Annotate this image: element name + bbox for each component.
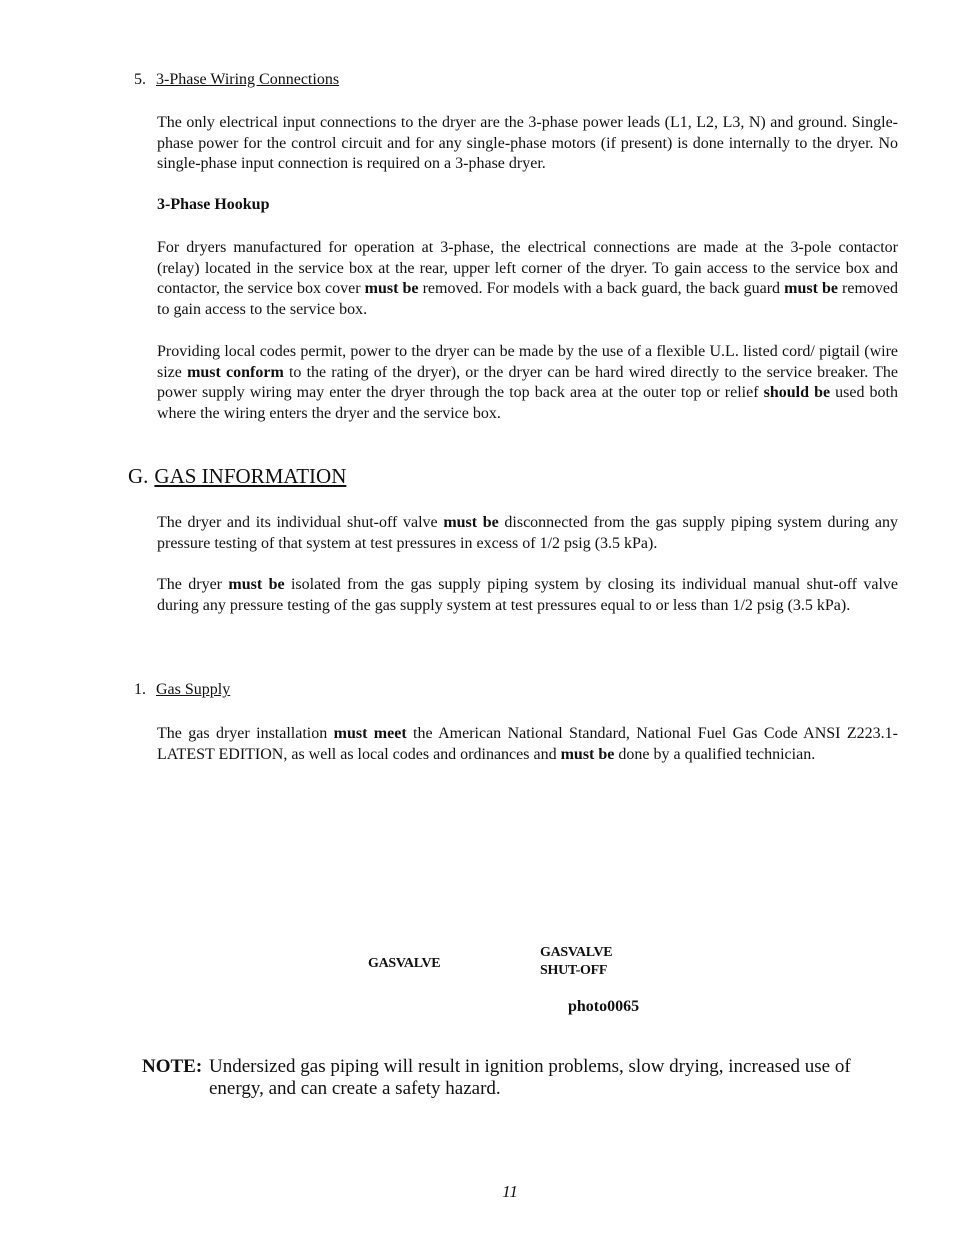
text-run: Providing local codes permit, power to the dryer can be made by the use of a flexible U.L. listed cord/ pigtail (wire size	[157, 343, 898, 381]
emphasis-text: must meet	[333, 725, 407, 742]
section-1-title: Gas Supply	[156, 681, 231, 698]
photo-id: photo0065	[568, 998, 640, 1015]
text-run: the American National Standard, National Fuel Gas Code ANSI Z223.1-LATEST EDITION, as well as local codes and ordinances and	[157, 725, 899, 763]
photo-label-line-2: SHUT-OFF	[540, 963, 608, 978]
emphasis-text: must be	[364, 280, 419, 297]
note-text: Undersized gas piping will result in ignition problems, slow drying, increased use of energy, and can create a safety hazard.	[209, 1056, 851, 1099]
text-run: disconnected from the gas supply piping system during any pressure testing of that system at test pressures in excess of 1/2 psig (3.5 kPa).	[157, 514, 898, 552]
section-5-heading	[134, 71, 339, 89]
section-1-paragraph	[157, 724, 898, 765]
text-run: done by a qualified technician.	[614, 745, 816, 763]
text-run: to the rating of the dryer), or the dryer can be hard wired directly to the service breaker. The power supply wiring may enter the dryer through the top back area at the outer top or relief	[157, 363, 899, 401]
photo-label-shut-off	[540, 944, 612, 980]
emphasis-text: must be	[784, 280, 838, 297]
text-run: removed. For models with a back guard, the back guard	[418, 280, 785, 297]
section-1-number: 1.	[134, 681, 146, 698]
text-run: isolated from the gas supply piping system by closing its individual manual shut-off valve during any pressure testing of the gas supply system at test pressures equal to or less than 1/2 psig (3.5 kPa).	[157, 576, 899, 614]
note-label: NOTE:	[142, 1056, 203, 1077]
section-5-paragraph-1: The only electrical input connections to the dryer are the 3-phase power leads (L1, L2, L3, N) and ground. Single-phase power for the control circuit and for any single-phase motors (if present) is done internally to the dryer. No single-phase input connection is required on a 3-phase dryer.	[157, 114, 898, 172]
section-g-paragraph-1	[157, 513, 898, 554]
photo-label-gas-valve: GASVALVE	[368, 956, 441, 971]
text-run: The gas dryer installation	[157, 725, 334, 742]
section-5-paragraph-3	[157, 342, 898, 424]
emphasis-text: must be	[443, 514, 499, 531]
text-run: The dryer	[157, 576, 229, 593]
page-number: 11	[502, 1182, 518, 1201]
section-g-title: GAS INFORMATION	[154, 464, 347, 488]
section-g-paragraph-2	[157, 575, 898, 616]
section-1-heading	[134, 681, 230, 699]
section-g-letter: G.	[128, 464, 149, 488]
text-run: removed to gain access to the service box.	[157, 280, 899, 318]
emphasis-text: must conform	[187, 363, 284, 381]
emphasis-text: should be	[763, 384, 831, 401]
text-run: The dryer and its individual shut-off valve	[157, 514, 444, 531]
emphasis-text: must be	[228, 576, 285, 593]
text-run: For dryers manufactured for operation at 3-phase, the electrical connections are made at the 3-pole contactor (relay) located in the service box at the rear, upper left corner of the dryer. To gain access to the service box and contactor, the service box cover	[157, 239, 898, 297]
section-5-title: 3-Phase Wiring Connections	[156, 71, 340, 88]
section-g-heading	[128, 464, 346, 489]
text-run: used both where the wiring enters the dryer and the service box.	[157, 384, 898, 422]
photo-label-line-1: GASVALVE	[540, 945, 613, 960]
section-5-number: 5.	[134, 71, 146, 88]
section-5-paragraph-2	[157, 238, 898, 320]
emphasis-text: must be	[560, 745, 615, 763]
hookup-heading: 3-Phase Hookup	[157, 196, 270, 213]
